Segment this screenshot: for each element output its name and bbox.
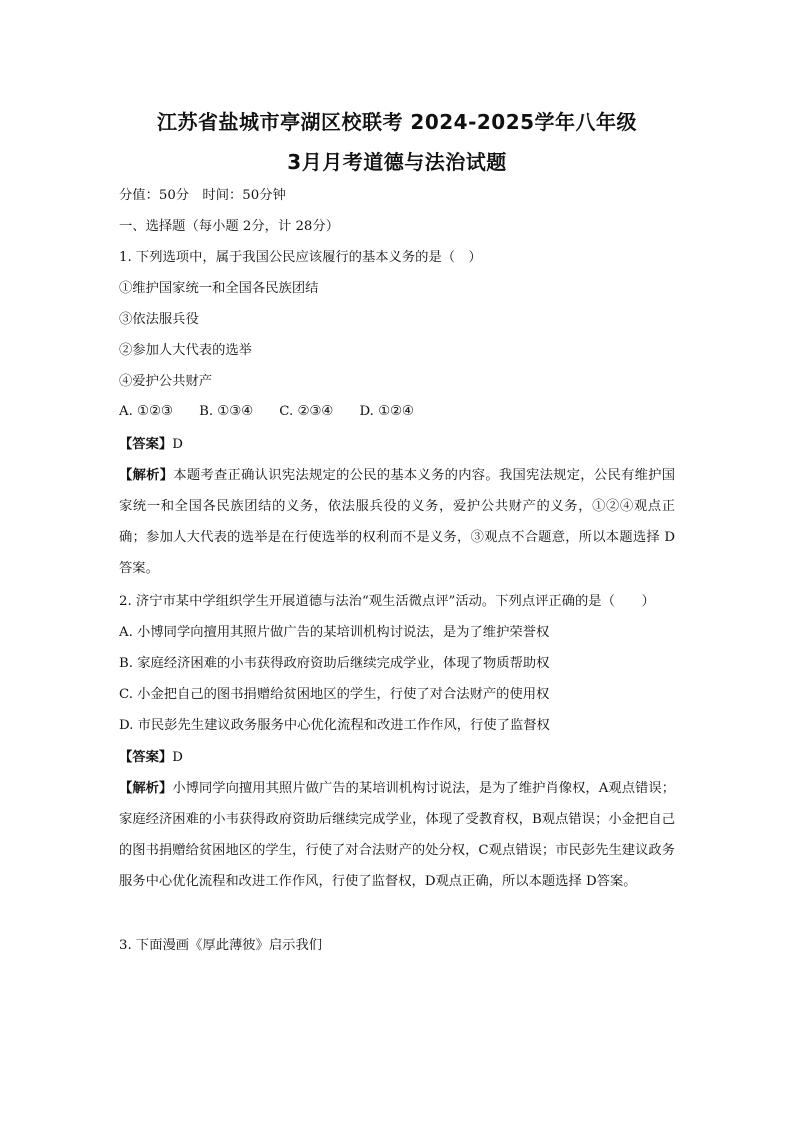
question-2-option-d: D. 市民彭先生建议政务服务中心优化流程和改进工作作风，行使了监督权	[119, 718, 550, 733]
option-c: C. ②③④	[279, 404, 334, 419]
question-1-stem: 1. 下列选项中，属于我国公民应该履行的基本义务的是（ ）	[119, 250, 482, 265]
question-1-item: ②参加人大代表的选举	[119, 343, 252, 358]
answer-tag: 【答案】	[119, 750, 173, 765]
question-1-item: ④爱护公共财产	[119, 374, 213, 389]
section-heading: 一、选择题（每小题 2分，计 28分）	[119, 219, 339, 234]
analysis-tag: 【解析】	[119, 468, 174, 483]
question-2-answer	[119, 749, 183, 767]
page-subtitle: 3月月考道德与法治试题	[287, 150, 507, 174]
question-2-analysis	[119, 773, 675, 897]
analysis-tag: 【解析】	[119, 781, 173, 796]
question-2-option-a: A. 小博同学向擅用其照片做广告的某培训机构讨说法，是为了维护荣誉权	[119, 625, 550, 640]
question-1-options	[119, 404, 436, 419]
question-2-stem: 2. 济宁市某中学组织学生开展道德与法治“观生活微点评”活动。下列点评正确的是（ ）	[119, 594, 655, 609]
page-title: 江苏省盐城市亭湖区校联考 2024-2025学年八年级	[156, 110, 638, 134]
question-3-stem: 3. 下面漫画《厚此薄彼》启示我们	[119, 938, 323, 953]
question-1-item: ③依法服兵役	[119, 312, 199, 327]
question-2-option-b: B. 家庭经济困难的小韦获得政府资助后继续完成学业，体现了物质帮助权	[119, 656, 550, 671]
answer-value: D	[172, 437, 183, 452]
question-1-analysis	[119, 460, 675, 584]
question-1-item: ①维护国家统一和全国各民族团结	[119, 281, 319, 296]
analysis-text: 本题考查正确认识宪法规定的公民的基本义务的内容。我国宪法规定，公民有维护国家统一和全国各民族团结的义务，依法服兵役的义务，爱护公共财产的义务，①②④观点正确；参加人大代表的选举是在行使选举的权利而不是义务，③观点不合题意，所以本题选择 D答案。	[119, 468, 676, 576]
option-d: D. ①②④	[359, 404, 414, 419]
answer-tag: 【答案】	[119, 437, 173, 452]
question-2-option-c: C. 小金把自己的图书捐赠给贫困地区的学生，行使了对合法财产的使用权	[119, 687, 550, 702]
exam-meta: 分值：50分 时间：50分钟	[119, 188, 286, 203]
analysis-text: 小博同学向擅用其照片做广告的某培训机构讨说法，是为了维护肖像权，A观点错误；家庭经济困难的小韦获得政府资助后继续完成学业，体现了受教育权，B观点错误；小金把自己的图书捐赠给贫困地区的学生，行使了对合法财产的处分权，C观点错误；市民彭先生建议政务服务中心优化流程和改进工作作风，行使了监督权，D观点正确，所以本题选择 D答案。	[119, 781, 675, 889]
option-b: B. ①③④	[199, 404, 254, 419]
question-1-answer	[119, 436, 183, 454]
option-a: A. ①②③	[119, 404, 173, 419]
answer-value: D	[172, 750, 183, 765]
